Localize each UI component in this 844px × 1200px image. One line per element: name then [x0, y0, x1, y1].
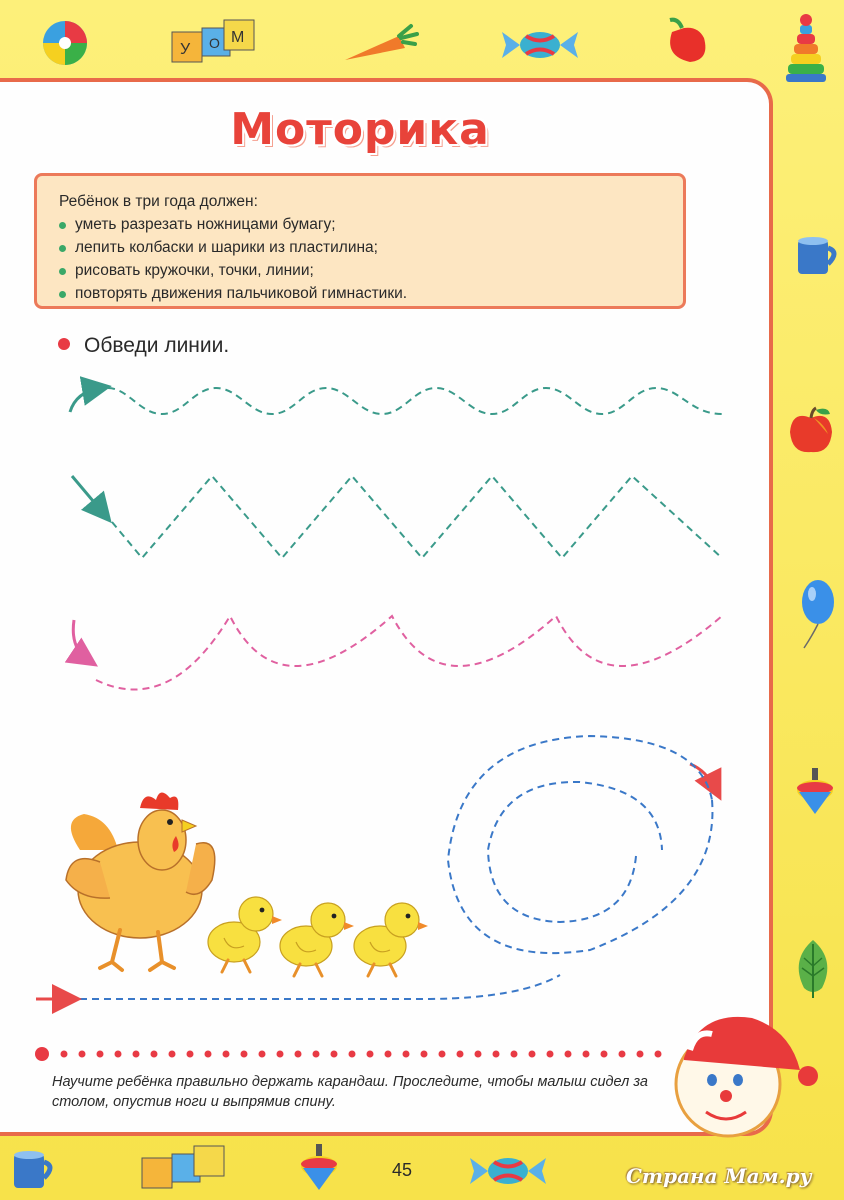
block-letter-1: У [180, 41, 191, 58]
info-item: повторять движения пальчиковой гимнастики. [59, 282, 663, 305]
wave-trace-line [108, 388, 722, 414]
task-label: Обведи линии. [84, 334, 230, 357]
dotted-divider [35, 1047, 662, 1061]
zigzag-trace-line [112, 476, 722, 558]
arcs-start-arrow [73, 620, 88, 660]
parent-note: Научите ребёнка правильно держать карандаш. Проследите, чтобы малыш сидел за столом, опустив ноги и выпрямив спину. [52, 1074, 648, 1110]
clown-face-icon [676, 1017, 818, 1136]
spiral-trace-line [448, 736, 712, 953]
info-item: рисовать кружочки, точки, линии; [59, 259, 663, 282]
zigzag-start-arrow [72, 476, 104, 514]
arcs-trace-line [96, 616, 722, 690]
page-number: 45 [391, 1160, 413, 1180]
wave-start-arrow [70, 388, 100, 412]
info-intro: Ребёнок в три года должен: [59, 193, 258, 210]
chick-icon [354, 903, 428, 976]
info-item: лепить колбаски и шарики из пластилина; [59, 236, 663, 259]
page-title: Моторика [230, 104, 490, 155]
baseline-to-spiral [80, 975, 560, 999]
watermark-logo: Страна Мам.ру [626, 1164, 812, 1188]
info-item: уметь разрезать ножницами бумагу; [59, 213, 663, 236]
hen-icon [66, 792, 215, 970]
chick-icon [208, 897, 282, 972]
chick-icon [280, 903, 354, 976]
block-letter-3: М [231, 29, 245, 46]
block-letter-2: О [209, 35, 220, 51]
